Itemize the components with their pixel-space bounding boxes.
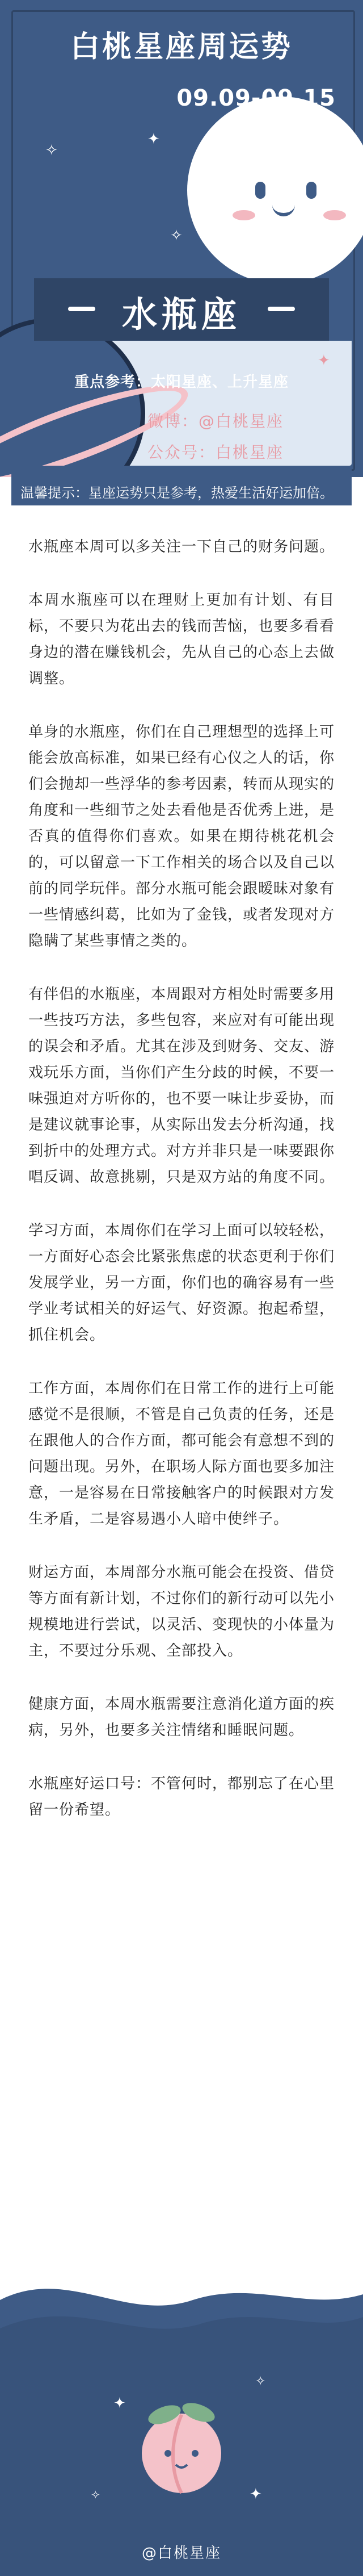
mascot-mouth [272,196,295,216]
mascot-right-eye [306,182,316,199]
header-section [0,0,363,477]
dash-right-icon [268,307,295,311]
paragraph-health: 健康方面，本周水瓶需要注意消化道方面的疾病，另外，也要多关注情绪和睡眠问题。 [28,1696,335,1739]
star-icon: ✧ [91,2488,100,2502]
mascot-blob-icon [187,97,363,284]
date-range: 09.09-09.15 [176,85,336,111]
star-icon: ✦ [113,2395,126,2412]
star-icon: ✦ [250,2486,262,2503]
star-icon: ✦ [147,131,160,148]
paragraph-intro: 水瓶座本周可以多关注一下自己的财务问题。 [28,538,335,555]
paragraph-couple: 有伴侣的水瓶座，本周跟对方相处时需要多用一些技巧方法，多些包容，来应对有可能出现的误会和矛盾。尤其在涉及到财务、交友、游戏玩乐方面，当你们产生分歧的时候，不要一味强迫对方听你的，也不要一味让步妥协，而是建议就事论事，从实际出发去分析沟通，找到折中的处理方式。对方并非只是一味要跟你唱反调、故意挑剔，只是双方站的角度不同。 [28,986,335,1186]
paragraph-slogan: 水瓶座好运口号：不管何时，都别忘了在心里留一份希望。 [28,1775,335,1818]
footer-wave-icon [0,2260,363,2576]
star-icon: ✧ [170,227,183,244]
footer-brand: @白桃星座 [141,2545,221,2562]
sign-name: 水瓶座 [121,294,241,335]
weibo-handle: 微博：@白桃星座 [147,412,284,430]
horoscope-content [28,534,335,1850]
star-icon: ✧ [45,142,58,159]
star-icon: ✧ [255,2374,266,2389]
page-title: 白桃星座周运势 [70,30,293,64]
paragraph-study: 学习方面，本周你们在学习上面可以较轻松，一方面好心态会比紧张焦虑的状态更利于你们发展学业，另一方面，你们也的确容易有一些学业考试相关的好运气、好资源。抱起希望，抓住机会。 [28,1222,335,1344]
paragraph-finance-plan: 本周水瓶座可以在理财上更加有计划、有目标，不要只为花出去的钱而苦恼，也要多看看身边的潜在赚钱机会，先从自己的心态上去做调整。 [28,592,335,687]
paragraph-wealth: 财运方面，本周部分水瓶可能会在投资、借贷等方面有新计划，不过你们的新行动可以先小规模地进行尝试，以灵活、变现快的小体量为主，不要过分乐观、全部投入。 [28,1564,335,1659]
paragraph-work: 工作方面，本周你们在日常工作的进行上可能感觉不是很顺，不管是自己负责的任务，还是在跟他人的合作方面，都可能会有意想不到的问题出现。另外，在职场人际方面也要多加注意，一是容易在日常接触客户的时候跟对方发生矛盾，二是容易遇小人暗中使绊子。 [28,1380,335,1528]
sign-banner [34,278,329,341]
tip-text: 温馨提示：星座运势只是参考，热爱生活好运加倍。 [20,485,334,501]
mascot-left-cheek [233,210,255,220]
paragraph-single: 单身的水瓶座，你们在自己理想型的选择上可能会放高标准，如果已经有心仪之人的话，你们会抛却一些浮华的参考因素，转而从现实的角度和一些细节之处去看他是否优秀上进，是否真的值得你们喜欢。如果在期待桃花机会的，可以留意一下工作相关的场合以及自己以前的同学玩伴。部分水瓶可能会跟暧昧对象有一些情感纠葛，比如为了金钱，或者发现对方隐瞒了某些事情之类的。 [28,724,335,950]
wechat-account: 公众号：白桃星座 [147,443,284,462]
reference-note: 重点参考：太阳星座、上升星座 [74,374,289,391]
mascot-left-eye [255,182,265,199]
mascot-right-cheek [323,210,346,220]
star-icon: ✦ [318,352,330,369]
